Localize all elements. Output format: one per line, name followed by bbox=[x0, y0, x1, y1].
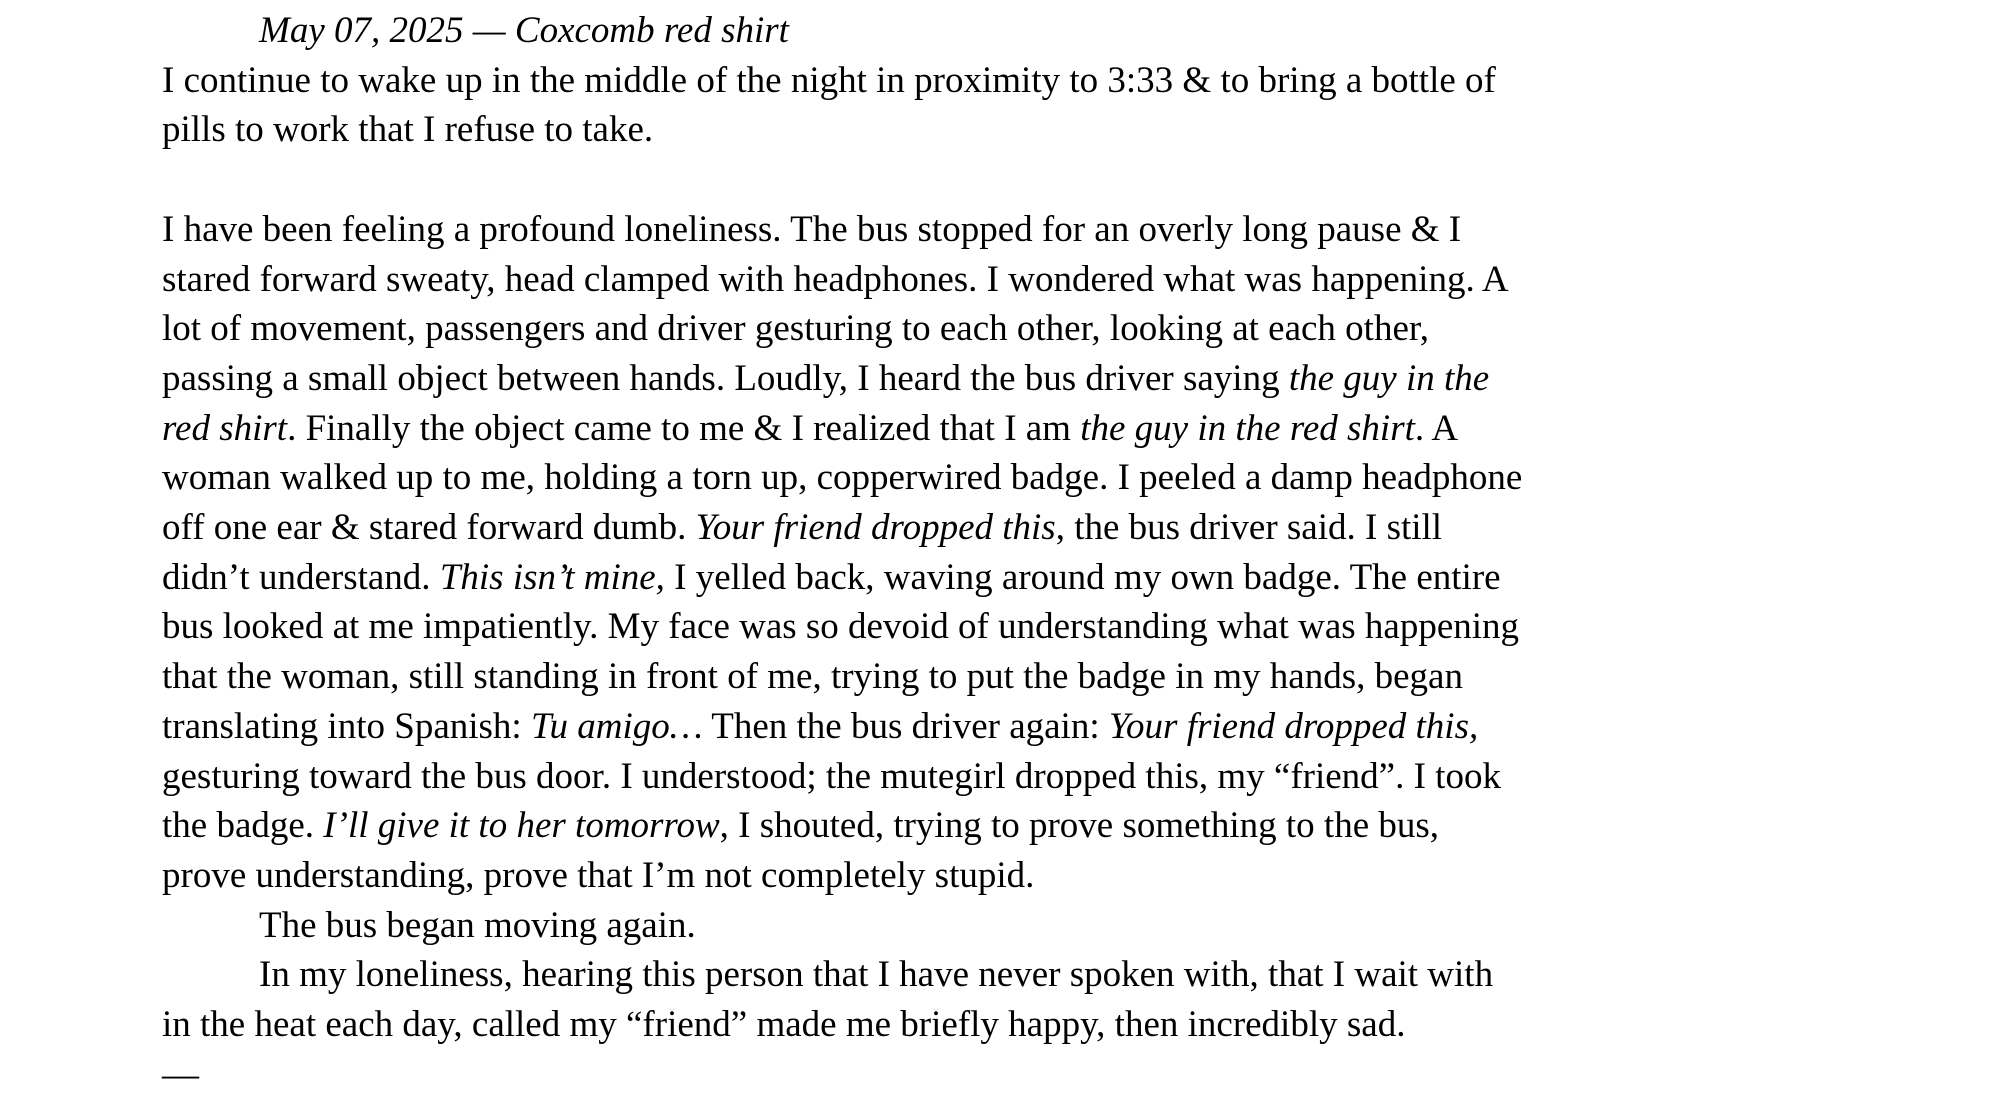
italic-phrase: This isn’t mine, bbox=[439, 556, 665, 598]
paragraph-line bbox=[162, 404, 1562, 454]
paragraph-line: I have been feeling a profound loneliness. The bus stopped for an overly long pause & I bbox=[162, 208, 1462, 250]
paragraph-line: that the woman, still standing in front of me, trying to put the badge in my hands, began bbox=[162, 656, 1463, 698]
italic-phrase: the guy in the bbox=[1288, 357, 1490, 399]
journal-page bbox=[162, 6, 1562, 1099]
paragraph-line bbox=[162, 354, 1562, 404]
paragraph-line bbox=[162, 503, 1562, 553]
text-segment: didn’t understand. bbox=[162, 556, 440, 598]
paragraph-line: I continue to wake up in the middle of the night in proximity to 3:33 & to bring a bottle of bbox=[162, 59, 1496, 101]
italic-phrase: I’ll give it to her tomorrow bbox=[323, 805, 720, 847]
text-segment: Then the bus driver again: bbox=[702, 705, 1109, 747]
entry-title: May 07, 2025 — Coxcomb red shirt bbox=[259, 10, 789, 51]
paragraph-wake-up bbox=[162, 56, 1562, 155]
paragraph-line bbox=[162, 553, 1562, 603]
text-segment: . Finally the object came to me & I realized that I am bbox=[287, 407, 1081, 449]
paragraph-line: woman walked up to me, holding a torn up, copperwired badge. I peeled a damp headphone bbox=[162, 457, 1523, 499]
paragraph-line: lot of movement, passengers and driver gesturing to each other, looking at each other, bbox=[162, 308, 1429, 350]
italic-phrase: Your friend dropped this, bbox=[1108, 705, 1479, 747]
italic-phrase: Tu amigo… bbox=[530, 705, 703, 747]
text-segment: the badge. bbox=[162, 805, 324, 847]
paragraph-line: gesturing toward the bus door. I understood; the mutegirl dropped this, my “friend”. I took bbox=[162, 755, 1501, 797]
paragraph-line: prove understanding, prove that I’m not completely stupid. bbox=[162, 854, 1035, 896]
text-segment: passing a small object between hands. Loudly, I heard the bus driver saying bbox=[162, 357, 1289, 399]
text-segment: I yelled back, waving around my own badge. The entire bbox=[664, 556, 1501, 598]
paragraph-line: in the heat each day, called my “friend” made me briefly happy, then incredibly sad. bbox=[162, 1004, 1406, 1046]
text-segment: , I shouted, trying to prove something to the bus, bbox=[719, 805, 1440, 847]
paragraph-line bbox=[162, 801, 1562, 851]
text-segment: off one ear & stared forward dumb. bbox=[162, 507, 696, 549]
paragraph-line: pills to work that I refuse to take. bbox=[162, 109, 654, 151]
section-separator: — bbox=[162, 1053, 199, 1095]
italic-phrase: the guy in the red shirt bbox=[1080, 407, 1415, 449]
paragraph-line: The bus began moving again. bbox=[259, 904, 696, 946]
text-segment: . A bbox=[1414, 407, 1459, 449]
paragraph-gap bbox=[162, 155, 1562, 205]
paragraph-line: stared forward sweaty, head clamped with headphones. I wondered what was happening. A bbox=[162, 258, 1509, 300]
italic-phrase: Your friend dropped this bbox=[695, 507, 1056, 549]
paragraph-line: bus looked at me impatiently. My face was so devoid of understanding what was happening bbox=[162, 606, 1520, 648]
italic-phrase: red shirt bbox=[162, 407, 288, 449]
paragraph-line: In my loneliness, hearing this person that I have never spoken with, that I wait with bbox=[259, 954, 1494, 996]
paragraph-bus-moving bbox=[162, 901, 1562, 951]
text-segment: translating into Spanish: bbox=[162, 705, 531, 747]
paragraph-bus-story bbox=[162, 205, 1562, 901]
paragraph-line bbox=[162, 702, 1562, 752]
text-segment: , the bus driver said. I still bbox=[1055, 507, 1443, 549]
paragraph-loneliness bbox=[162, 950, 1562, 1049]
